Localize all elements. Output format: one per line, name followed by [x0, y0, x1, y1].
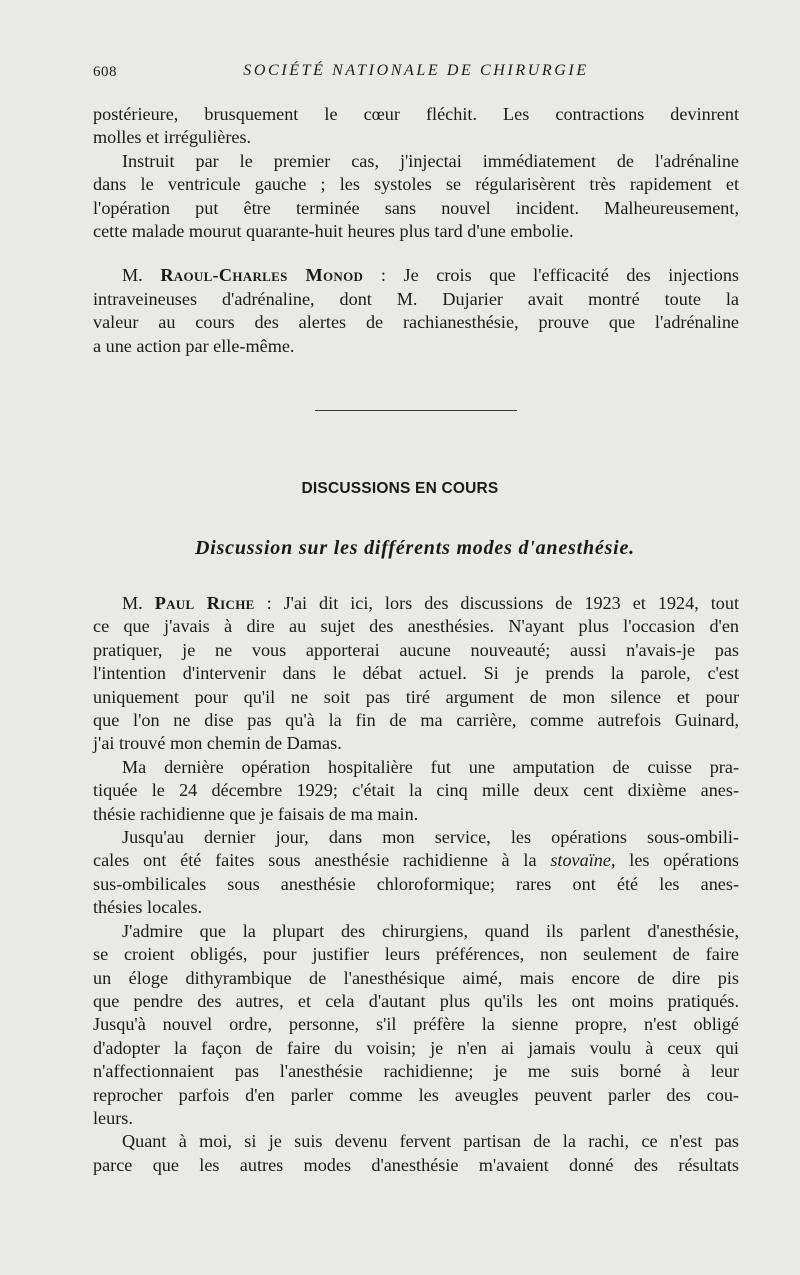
text-line: pratiquer, je ne vous apporterai aucune nouveauté; aussi n'avais-je pas	[93, 639, 739, 660]
speaker-name: Raoul-Charles Monod	[160, 265, 364, 286]
discussion-title: Discussion sur les différents modes d'anesthésie.	[195, 537, 635, 559]
text-line: se croient obligés, pour justifier leurs préférences, non seulement de faire	[93, 944, 739, 965]
running-title: SOCIÉTÉ NATIONALE DE CHIRURGIE	[243, 62, 589, 79]
page-number: 608	[93, 64, 117, 80]
text-line: Ma dernière opération hospitalière fut une amputation de cuisse pra-	[122, 756, 739, 777]
text-line: a une action par elle-même.	[93, 335, 295, 356]
text-line: Jusqu'au dernier jour, dans mon service, les opérations sous-ombili-	[122, 827, 739, 848]
text-line: l'opération put être terminée sans nouvel incident. Malheureusement,	[93, 197, 739, 218]
body-text-bottom	[93, 592, 739, 1177]
text-line: postérieure, brusquement le cœur fléchit. Les contractions devinrent	[93, 104, 739, 124]
text-line: un éloge dithyrambique de l'anesthésique aimé, mais encore de dire pis	[93, 967, 739, 988]
body-text-top	[93, 103, 739, 358]
speaker-name: Paul Riche	[154, 593, 255, 613]
speaker-line	[93, 592, 739, 615]
text-segment: cales ont été faites sous anesthésie rachidienne à la	[93, 850, 551, 871]
text-line: dans le ventricule gauche ; les systoles se régularisèrent très rapidement et	[93, 174, 739, 195]
text-line: que pendre des autres, et cela d'autant plus qu'ils les ont moins pratiqués.	[93, 990, 739, 1011]
text-line: reprocher parfois d'en parler comme les aveugles peuvent parler des cou-	[93, 1084, 739, 1105]
text-line: Jusqu'à nouvel ordre, personne, s'il préfère la sienne propre, n'est obligé	[93, 1014, 739, 1035]
page-header	[93, 62, 739, 86]
text-line: n'affectionnaient pas l'anesthésie rachidienne; je me suis borné à leur	[93, 1061, 739, 1082]
speaker-text: : J'ai dit ici, lors des discussions de 1923 et 1924, tout	[254, 593, 740, 613]
speaker-text: : Je crois que l'efficacité des injections	[363, 265, 740, 286]
text-line: leurs.	[93, 1107, 133, 1128]
text-line: j'ai trouvé mon chemin de Damas.	[93, 733, 342, 754]
text-line: d'adopter la façon de faire du voisin; je n'en ai jamais voulu à ceux qui	[93, 1037, 739, 1058]
text-line: intraveineuses d'adrénaline, dont M. Dujarier avait montré toute la	[93, 288, 739, 309]
text-line: J'admire que la plupart des chirurgiens, quand ils parlent d'anesthésie,	[122, 920, 739, 941]
text-line: tiquée le 24 décembre 1929; c'était la cinq mille deux cent dixième anes-	[93, 780, 739, 801]
text-segment: , les opérations	[610, 850, 740, 871]
speaker-prefix: M.	[122, 265, 161, 286]
italic-term: stovaïne	[550, 850, 611, 871]
text-line: l'intention d'intervenir dans le débat actuel. Si je prends la parole, c'est	[93, 663, 739, 684]
text-line: molles et irrégulières.	[93, 127, 252, 148]
section-divider	[315, 410, 517, 411]
text-line: ce que j'avais à dire au sujet des anesthésies. N'ayant plus l'occasion d'en	[93, 616, 739, 637]
text-line: parce que les autres modes d'anesthésie m'avaient donné des résultats	[93, 1154, 739, 1175]
speaker-prefix: M.	[122, 593, 155, 613]
text-line: Quant à moi, si je suis devenu fervent partisan de la rachi, ce n'est pas	[122, 1131, 739, 1152]
text-line: que l'on ne dise pas qu'à la fin de ma carrière, comme autrefois Guinard,	[93, 710, 739, 731]
text-line: sus-ombilicales sous anesthésie chloroformique; rares ont été les anes-	[93, 873, 739, 894]
text-line: cette malade mourut quarante-huit heures plus tard d'une embolie.	[93, 221, 574, 242]
text-line: Instruit par le premier cas, j'injectai immédiatement de l'adrénaline	[122, 150, 739, 171]
text-line: uniquement pour qu'il ne soit pas tiré argument de mon silence et pour	[93, 686, 739, 707]
text-line: thésies locales.	[93, 897, 203, 918]
text-line	[93, 849, 739, 872]
text-line: thésie rachidienne que je faisais de ma main.	[93, 803, 419, 824]
speaker-line	[93, 264, 739, 287]
text-line: valeur au cours des alertes de rachianesthésie, prouve que l'adrénaline	[93, 312, 739, 333]
section-title: DISCUSSIONS EN COURS	[301, 480, 499, 497]
